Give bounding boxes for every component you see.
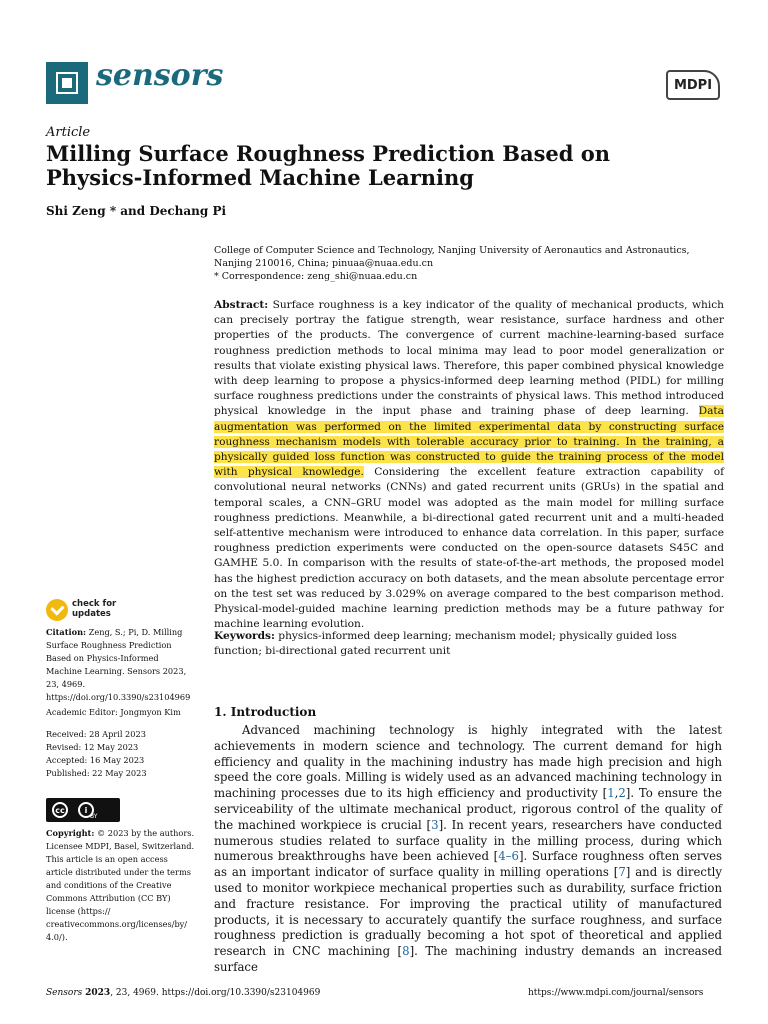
cc-by-label: BY [90,813,98,820]
abstract-text-2: Considering the excellent feature extraction capability of convolutional neural networks (CNNs) and gated recurrent units (GRUs) in the spatial and temporal scales, a CNN–GRU model was adopted as the main model for milling surface roughness predictions. Meanwhile, a bi-directional gated recurrent unit and a multi-headed self-attentive mechanism were introduced to enhance data correlation. In this paper, surface roughness prediction experiments were conducted on the open-source datasets S45C and GAMHE 5.0. In comparison with the results of state-of-the-art methods, the proposed model has the highest prediction accuracy on both datasets, and the mean absolute percentage error on the test set was reduced by 3.029% on average compared to the best comparison method. Physical-model-guided machine learning prediction methods may be a future pathway for machine learning evolution. [214,466,725,631]
footer-year: 2023 [85,988,111,998]
check-updates-line-1: check for [72,599,117,609]
journal-name[interactable]: sensors [96,58,224,93]
copyright-text: © 2023 by the authors. Licensee MDPI, Basel, Switzerland. This article is an open access article distributed under the terms and conditions of the Creative Commons Attribution (CC BY) license (https:// creativecommons.org/licenses/by/ 4.0/). [46,828,195,942]
footer-citation [46,988,320,998]
citation-text: Zeng, S.; Pi, D. Milling Surface Roughness Prediction Based on Physics-Informed Machine Learning. Sensors 2023, 23, 4969. https://doi.org/10.3390/s23104969 [46,627,191,702]
by-person-icon: i [78,802,94,818]
abstract-highlight: Data augmentation was performed on the limited experimental data by constructing surface roughness mechanism models with tolerable accuracy prior to training. In the training, a physically guided loss function was constructed to guide the training process of the model with physical knowledge. [214,405,724,479]
affiliation [214,244,734,283]
abstract [214,298,724,632]
ref-link[interactable]: 7 [618,865,626,880]
keywords-label: Keywords: [214,630,275,642]
intro-text: ]. The machining industry demands an increased surface [214,944,722,974]
article-title: Milling Surface Roughness Prediction Based on Physics-Informed Machine Learning [46,141,611,190]
check-updates-line-2: updates [72,609,111,619]
correspondence: * Correspondence: zeng_shi@nuaa.edu.cn [214,271,418,282]
authors: Shi Zeng * and Dechang Pi [46,204,227,218]
received-date: Received: 28 April 2023 [46,729,146,739]
revised-date: Revised: 12 May 2023 [46,742,139,752]
cc-by-license-badge[interactable] [46,798,120,822]
citation-label: Citation: [46,627,87,637]
ref-link[interactable]: 2 [618,786,626,801]
academic-editor: Academic Editor: Jongmyon Kim [46,707,181,717]
affiliation-line-1: College of Computer Science and Technology, Nanjing University of Aeronautics and Astronautics, [214,245,690,256]
section-heading: 1. Introduction [214,705,317,719]
article-type: Article [46,125,91,140]
cc-icon: cc [52,802,68,818]
ref-link[interactable]: 1 [607,786,615,801]
accepted-date: Accepted: 16 May 2023 [46,755,145,765]
keywords [214,629,724,659]
intro-text: Advanced machining technology is highly integrated with the latest achievements in modern science and technology. The current demand for high efficiency and quality in the machining industry has made high precision and high speed the core goals. Milling is widely used as an advanced machining technology in machining processes due to its high efficiency and productivity [ [214,723,722,801]
keywords-text: physics-informed deep learning; mechanism model; physically guided loss function; bi-directional gated recurrent unit [214,630,677,658]
ref-link[interactable]: 4–6 [498,849,519,864]
copyright-label: Copyright: [46,828,95,838]
published-date: Published: 22 May 2023 [46,768,147,778]
affiliation-line-2: Nanjing 210016, China; pinuaa@nuaa.edu.cn [214,258,434,269]
ref-link[interactable]: 8 [402,944,410,959]
footer-journal-url[interactable]: https://www.mdpi.com/journal/sensors [528,988,704,998]
check-updates-label[interactable] [72,599,116,619]
abstract-label: Abstract: [214,299,269,311]
intro-text: ]. In recent years, researchers have conducted numerous studies related to surface quality in the milling process, during which numerous breakthroughs have been achieved [ [214,817,722,864]
intro-text: ]. To ensure the serviceability of the ultimate mechanical product, rigorous control of the quality of the machined workpiece is crucial [ [214,786,722,832]
dates [46,728,196,780]
publisher-logo[interactable]: MDPI [666,70,720,100]
ref-link[interactable]: 3 [431,817,439,832]
citation [46,626,196,704]
intro-text: ] and is directly used to monitor workpiece mechanical properties such as durability, surface friction and fracture resistance. For improving the practical utility of manufactured products, it is necessary to accurately quantify the surface roughness, and surface roughness prediction is gradually becoming a hot spot of theoretical and applied research in CNC machining [ [214,865,722,959]
abstract-text-1: Surface roughness is a key indicator of the quality of mechanical products, which can precisely portray the fatigue strength, wear resistance, surface hardness and other properties of the products. The convergence of current machine-learning-based surface roughness prediction methods to local minima may lead to poor model generalization or results that violate existing physical laws. Therefore, this paper combined physical knowledge with deep learning to propose a physics-informed deep learning method (PIDL) for milling surface roughness predictions under the constraints of physical laws. This method introduced physical knowledge in the input phase and training phase of deep learning. [214,299,724,418]
copyright [46,827,196,944]
intro-paragraph: Advanced machining technology is highly integrated with the latest achievements in modern science and technology. The current demand for high efficiency and quality in the machining industry has made high precision and high speed the core goals. Milling is widely used as an advanced machining technology in machining processes due to its high efficiency and productivity [1,2]. To ensure the serviceability of the ultimate mechanical product, rigorous control of the quality of the machined workpiece is crucial [3]. In recent years, researchers have conducted numerous studies related to surface quality in the milling process, during which numerous breakthroughs have been achieved [4–6]. Surface roughness often serves as an important indicator of surface quality in milling operations [7] and is directly used to monitor workpiece mechanical properties such as durability, surface friction and fracture resistance. For improving the practical utility of manufactured products, it is necessary to accurately quantify the surface roughness, and surface roughness prediction is gradually becoming a hot spot of theoretical and applied research in CNC machining [8]. The machining industry demands an increased surface [214,723,722,974]
chip-core-icon [62,78,72,88]
footer-journal: Sensors [46,988,83,998]
intro-text: ]. Surface roughness often serves as an important indicator of surface quality in milling operations [ [214,849,722,880]
footer-doi[interactable]: , 23, 4969. https://doi.org/10.3390/s23104969 [110,988,321,998]
